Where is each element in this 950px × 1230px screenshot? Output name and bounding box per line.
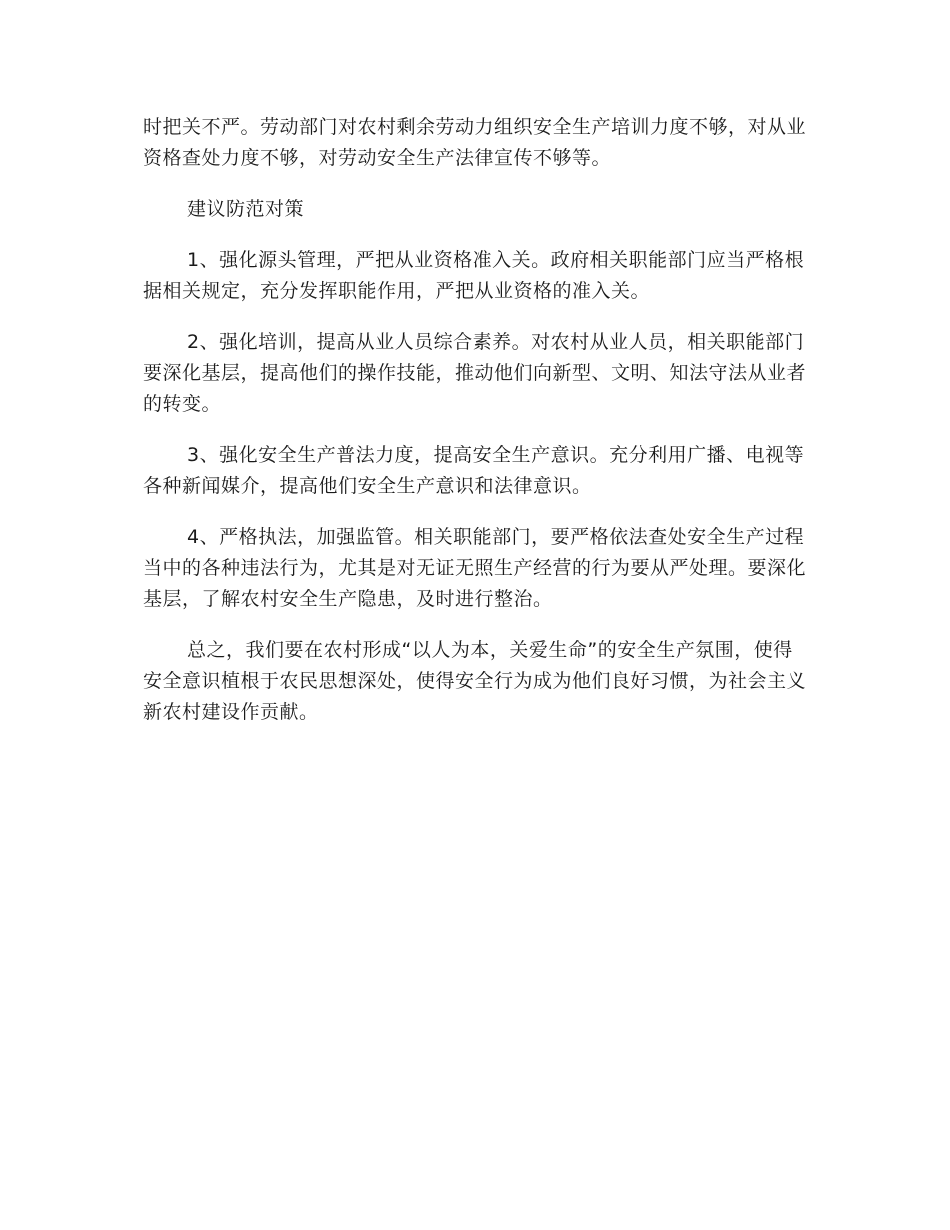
document-body: [143, 112, 811, 748]
paragraph-measure-2: 2、强化培训，提高从业人员综合素养。对农村从业人员，相关职能部门要深化基层，提高他们的操作技能，推动他们向新型、文明、知法守法从业者的转变。: [143, 331, 807, 415]
section-heading-countermeasures: 建议防范对策: [187, 198, 305, 220]
paragraph-continuation: 时把关不严。劳动部门对农村剩余劳动力组织安全生产培训力度不够，对从业资格查处力度不够，对劳动安全生产法律宣传不够等。: [143, 116, 807, 169]
paragraph-measure-3: 3、强化安全生产普法力度，提高安全生产意识。充分利用广播、电视等各种新闻媒介，提高他们安全生产意识和法律意识。: [143, 444, 805, 497]
paragraph-conclusion: 总之，我们要在农村形成“以人为本，关爱生命”的安全生产氛围，使得安全意识植根于农民思想深处，使得安全行为成为他们良好习惯，为社会主义新农村建设作贡献。: [143, 639, 807, 723]
paragraph-measure-1: 1、强化源头管理，严把从业资格准入关。政府相关职能部门应当严格根据相关规定，充分发挥职能作用，严把从业资格的准入关。: [143, 249, 805, 302]
paragraph-measure-4: 4、严格执法，加强监管。相关职能部门，要严格依法查处安全生产过程当中的各种违法行为，尤其是对无证无照生产经营的行为要从严处理。要深化基层，了解农村安全生产隐患，及时进行整治。: [143, 526, 807, 610]
